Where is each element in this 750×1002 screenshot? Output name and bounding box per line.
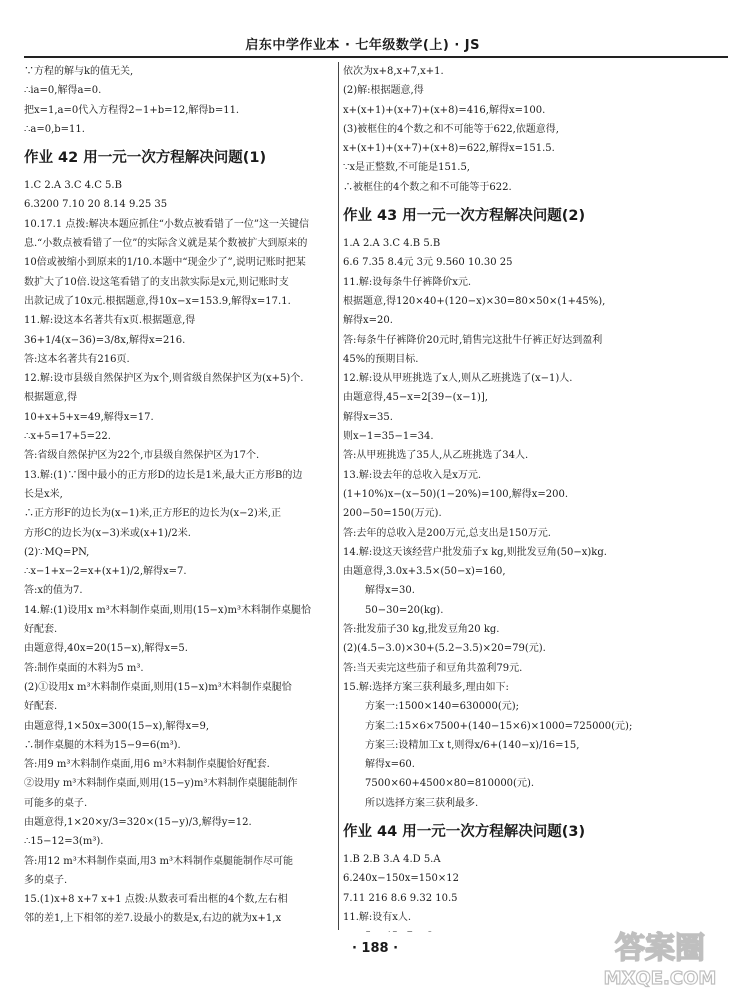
answer-line: 方形C的边长为(x−3)米或(x+1)/2米. (24, 527, 191, 539)
answer-line: 可能多的桌子. (24, 797, 88, 809)
answer-line: ∵方程的解与k的值无关, (24, 66, 134, 77)
answer-line: 13.解:(1)∵图中最小的正方形D的边长是1米,最大正方形B的边 (24, 469, 303, 481)
answer-line: 方案三:设精加工x t,则得x/6+(140−x)/16=15, (365, 739, 580, 751)
section-heading: 作业 44 用一元一次方程解决问题(3) (343, 823, 586, 840)
answer-line: 答:制作桌面的木料为5 m³. (24, 662, 144, 674)
answer-line: 11.解:设有x人. (343, 911, 412, 923)
answer-line: 则x−1=35−1=34. (343, 431, 434, 443)
answer-line: x+(x+1)+(x+7)+(x+8)=622,解得x=151.5. (343, 143, 555, 155)
answer-line: 45%的预期目标. (343, 353, 419, 365)
answer-line: ∴x−1+x−2=x+(x+1)/2,解得x=7. (24, 566, 187, 578)
answer-line: ∴制作桌腿的木料为15−9=6(m³). (24, 739, 181, 751)
answer-line: (3)被框住的4个数之和不可能等于622,依题意得, (343, 123, 559, 135)
section-heading: 作业 42 用一元一次方程解决问题(1) (24, 150, 267, 167)
answer-line: 答:去年的总收入是200万元,总支出是150万元. (343, 527, 551, 539)
answer-line: 答:每条牛仔裤降价20元时,销售完这批牛仔裤正好达到盈利 (343, 334, 603, 346)
answer-line: 解得x=30. (365, 585, 415, 597)
watermark-text-domain: MXQE.COM (603, 968, 717, 989)
answer-line: 方案一:1500×140=630000(元); (365, 701, 520, 713)
answer-line: (2)①设用x m³木料制作桌面,则用(15−x)m³木料制作桌腿恰 (24, 681, 292, 693)
answer-line: 答:批发茄子30 kg,批发豆角20 kg. (343, 624, 500, 636)
answer-line: 好配套. (24, 701, 58, 713)
page-number: · 188 · (351, 941, 399, 956)
answer-line: 10.17.1 点拨:解决本题应抓住“小数点被看错了一位”这一关键信 (24, 218, 309, 230)
answer-line: 36+1/4(x−36)=3/8x,解得x=216. (24, 334, 186, 346)
answer-line: ②设用y m³木料制作桌面,则用(15−y)m³木料制作桌腿能制作 (24, 778, 298, 790)
answer-line: 6.3200 7.10 20 8.14 9.25 35 (24, 199, 168, 211)
answer-line: 答:这本名著共有216页. (24, 353, 130, 365)
answer-line: 7500×60+4500×80=810000(元). (365, 778, 535, 790)
answer-line: 11.解:设这本名著共有x页.根据题意,得 (24, 315, 196, 327)
answer-line: (1+10%)x−(x−50)(1−20%)=100,解得x=200. (343, 488, 569, 500)
answer-line: ∴a=0,b=11. (24, 123, 85, 135)
answer-line: ∴ia=0,解得a=0. (24, 85, 102, 97)
answer-line: 解得x=35. (343, 411, 393, 423)
answer-line: 根据题意,得 (24, 392, 78, 404)
answer-line: 1.A 2.A 3.C 4.B 5.B (343, 238, 441, 250)
answer-line: ∴x+5=17+5=22. (24, 431, 111, 443)
answer-line: 解得x=20. (343, 315, 393, 327)
answer-line: (2)(4.5−3.0)×30+(5.2−3.5)×20=79(元). (343, 643, 546, 655)
answer-line: 答:用9 m³木料制作桌面,用6 m³木料制作桌腿恰好配套. (24, 759, 270, 771)
answer-line: 200−50=150(万元). (343, 508, 442, 520)
answer-line: 答:从甲班挑选了35人,从乙班挑选了34人. (343, 450, 529, 462)
answer-line: 根据题意,得120×40+(120−x)×30=80×50×(1+45%), (343, 295, 606, 307)
watermark-text-main: 答案圈 (615, 931, 705, 966)
answer-line: 好配套. (24, 624, 58, 636)
answer-line: 12.解:设市县级自然保护区为x个,则省级自然保护区为(x+5)个. (24, 373, 304, 385)
answer-line: 7.11 216 8.6 9.32 10.5 (343, 892, 458, 904)
answer-line: 13.解:设去年的总收入是x万元. (343, 469, 482, 481)
answer-line: 1.C 2.A 3.C 4.C 5.B (24, 180, 122, 192)
answer-line: 数扩大了10倍.设这笔看错了的支出款实际是x元,则记账时支 (24, 276, 289, 288)
answer-line: 依次为x+8,x+7,x+1. (343, 66, 444, 77)
answer-line: 由题意得,1×20×y/3=320×(15−y)/3,解得y=12. (24, 816, 252, 828)
answer-line: 15.(1)x+8 x+7 x+1 点拨:从数表可看出框的4个数,左右相 (24, 894, 288, 906)
answer-line: 答:用12 m³木料制作桌面,用3 m³木料制作桌腿能制作尽可能 (24, 855, 293, 867)
header-rule (24, 56, 728, 58)
section-heading: 作业 43 用一元一次方程解决问题(2) (343, 208, 586, 225)
answer-line: 10倍或被缩小到原来的1/10.本题中“现金少了”,说明记账时把某 (24, 257, 306, 269)
answer-line: 6.240x−150x=150×12 (343, 873, 459, 885)
answer-line: 由题意得,3.0x+3.5×(50−x)=160, (343, 566, 506, 578)
right-column (343, 62, 728, 932)
answer-line: 邻的差1,上下相邻的差7.设最小的数是x,右边的就为x+1,x (24, 913, 282, 925)
answer-line: 14.解:(1)设用x m³木料制作桌面,则用(15−x)m³木料制作桌腿恰 (24, 604, 311, 616)
answer-line: ∴被框住的4个数之和不可能等于622. (343, 181, 512, 193)
answer-line: 长是x米, (24, 488, 63, 500)
answer-line: ∴15−12=3(m³). (24, 836, 104, 848)
left-column (24, 62, 336, 932)
answer-line: 50−30=20(kg). (365, 604, 444, 616)
answer-line (24, 929, 336, 932)
answer-line: 所以选择方案三获利最多. (365, 797, 479, 809)
answer-line: 由题意得,45−x=2[39−(x−1)], (343, 392, 488, 404)
answer-line: 出款记成了10x元.根据题意,得10x−x=153.9,解得x=17.1. (24, 295, 291, 307)
answer-line: 10+x+5+x=49,解得x=17. (24, 411, 154, 423)
answer-line: 方案二:15×6×7500+(140−15×6)×1000=725000(元); (365, 720, 633, 732)
column-divider (338, 62, 339, 930)
answer-line: 解得x=60. (365, 759, 415, 771)
answer-line: 1.B 2.B 3.A 4.D 5.A (343, 853, 441, 865)
answer-line: (2)解:根据题意,得 (343, 85, 424, 97)
answer-line: 11.解:设每条牛仔裤降价x元. (343, 276, 472, 288)
answer-line: 6.6 7.35 8.4元 3元 9.560 10.30 25 (343, 257, 513, 269)
answer-line: 14.解:设这天该经营户批发茄子x kg,则批发豆角(50−x)kg. (343, 546, 607, 558)
answer-line: 答:省级自然保护区为22个,市县级自然保护区为17个. (24, 450, 260, 462)
answer-line: 由题意得,1×50x=300(15−x),解得x=9, (24, 720, 210, 732)
answer-line: ∵x是正整数,不可能是151.5, (343, 162, 470, 174)
answer-line: 把x=1,a=0代入方程得2−1+b=12,解得b=11. (24, 104, 240, 116)
answer-line: (2)∵MQ=PN, (24, 546, 90, 558)
answer-line: 息.“小数点被看错了一位”的实际含义就是某个数被扩大到原来的 (24, 238, 308, 250)
watermark-logo (590, 920, 730, 992)
book-title: 启东中学作业本 · 七年级数学(上) · JS (245, 38, 480, 53)
answer-line: 由题意得,40x=20(15−x),解得x=5. (24, 643, 188, 655)
page-header (0, 0, 750, 58)
answer-line: 答:x的值为7. (24, 585, 83, 597)
answer-line: ∴正方形F的边长为(x−1)米,正方形E的边长为(x−2)米,正 (24, 508, 281, 520)
answer-line: x+(x+1)+(x+7)+(x+8)=416,解得x=100. (343, 104, 546, 116)
answer-line: 多的桌子. (24, 874, 68, 886)
answer-line: 答:当天卖完这些茄子和豆角共盈利79元. (343, 662, 523, 674)
answer-line: 12.解:设从甲班挑选了x人,则从乙班挑选了(x−1)人. (343, 373, 573, 385)
answer-line: 15.解:选择方案三获利最多,理由如下: (343, 681, 509, 693)
